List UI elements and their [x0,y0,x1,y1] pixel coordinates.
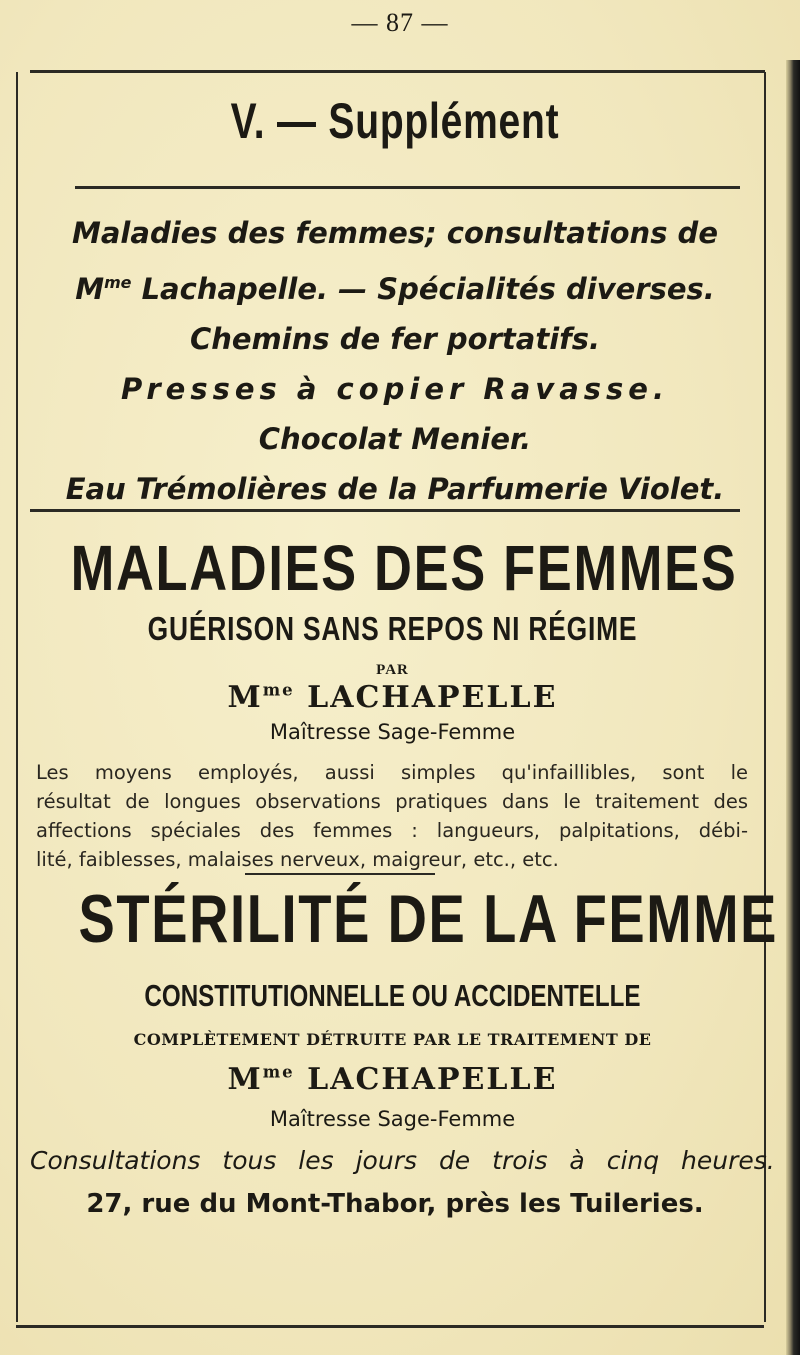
ad2-title: Maîtresse Sage-Femme [269,1107,516,1131]
summary-line-4: Presses à copier Ravasse. [120,372,669,407]
summary-line-6: Eau Trémolières de la Parfumerie Violet. [65,472,725,507]
page-number: — 87 — [351,8,449,37]
ad1-par: PAR [376,662,409,678]
ad1-heading: MALADIES DES FEMMES [70,532,738,604]
section-summary [20,208,770,514]
ad2-heading: STÉRILITÉ DE LA FEMME [78,881,778,957]
ad1-paragraph-line-1: Les moyens employés, aussi simples qu'infaillibles, sont le [36,761,748,784]
page-edge-shadow [786,60,800,1355]
ad-divider-rule [245,873,435,875]
summary-rule [30,509,740,512]
ad2-address: 27, rue du Mont-Thabor, près les Tuileries. [86,1189,704,1219]
ad1-subheading: GUÉRISON SANS REPOS NI RÉGIME [147,610,638,647]
frame-bottom-rule [16,1325,764,1328]
summary-line-5: Chocolat Menier. [258,422,532,457]
section-title: V. — Supplément [230,93,560,149]
ad1-paragraph-line-4: lité, faiblesses, malaises nerveux, maigreur, etc., etc. [36,848,559,871]
ad2-subheading: CONSTITUTIONNELLE OU ACCIDENTELLE [144,978,641,1013]
ad1-name: $M^{me}$ LACHAPELLE [227,680,558,715]
ad2-detail: COMPLÈTEMENT DÉTRUITE PAR LE TRAITEMENT DE [133,1030,652,1049]
title-rule [75,186,740,189]
summary-line-1: Maladies des femmes; consultations de [72,216,718,250]
ad2-consultations: Consultations tous les jours de trois à cinq heures. [30,1146,775,1175]
ad2-name: $M^{me}$ LACHAPELLE [227,1062,558,1097]
ad1-paragraph-line-3: affections spéciales des femmes : langueurs, palpitations, débi- [36,819,748,842]
summary-line-2: $M^{me}$ Lachapelle. — Spécialités diverses. [75,272,715,307]
ad1-title: Maîtresse Sage-Femme [269,720,516,744]
summary-line-3: Chemins de fer portatifs. [189,322,601,357]
ad1-paragraph [36,758,748,874]
ad1-paragraph-line-2: résultat de longues observations pratiques dans le traitement des [36,790,748,813]
